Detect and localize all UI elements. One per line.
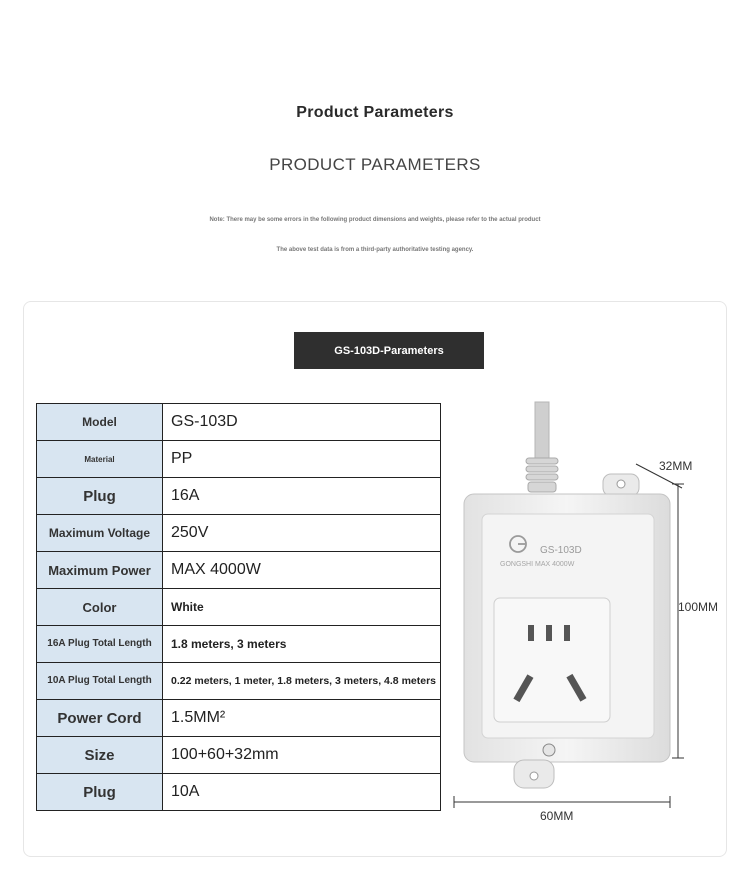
param-key-model: Model: [37, 404, 163, 441]
dimension-line-height: [672, 484, 684, 758]
dimension-depth-label: 32MM: [659, 459, 693, 473]
param-key-material: Material: [37, 441, 163, 478]
param-key-max-voltage: Maximum Voltage: [37, 515, 163, 552]
param-key-power-cord: Power Cord: [37, 700, 163, 737]
param-value-16a-length: 1.8 meters, 3 meters: [163, 626, 441, 663]
param-value-10a-length: 0.22 meters, 1 meter, 1.8 meters, 3 meters, 4.8 meters: [163, 663, 441, 700]
table-row: [37, 774, 441, 811]
cable-strain-relief: [526, 458, 558, 492]
dimension-line-width: [454, 796, 670, 808]
dimension-height-label: 100MM: [678, 600, 719, 614]
param-value-max-voltage: 250V: [163, 515, 441, 552]
mounting-tab-top: [603, 474, 639, 496]
param-value-material: PP: [163, 441, 441, 478]
param-value-plug-10a: 10A: [163, 774, 441, 811]
power-cable: [535, 402, 549, 462]
param-value-color: White: [163, 589, 441, 626]
table-row: [37, 515, 441, 552]
page-title: Product Parameters: [296, 104, 454, 121]
table-row: [37, 737, 441, 774]
param-key-color: Color: [37, 589, 163, 626]
mounting-tab-bottom: [514, 760, 554, 788]
table-row: [37, 441, 441, 478]
parameters-table: [36, 403, 441, 811]
testing-note: The above test data is from a third-party authoritative testing agency.: [276, 247, 474, 253]
dimension-width-label: 60MM: [540, 809, 574, 823]
param-value-model: GS-103D: [163, 404, 441, 441]
param-value-plug-16a: 16A: [163, 478, 441, 515]
param-value-max-power: MAX 4000W: [163, 552, 441, 589]
table-row: [37, 404, 441, 441]
product-rating-text: GONGSHI MAX 4000W: [500, 561, 575, 568]
disclaimer-note: Note: There may be some errors in the following product dimensions and weights, please refer to the actual product: [209, 217, 541, 223]
param-key-16a-length: 16A Plug Total Length: [37, 626, 163, 663]
param-key-size: Size: [37, 737, 163, 774]
param-key-plug-16a: Plug: [37, 478, 163, 515]
page-subtitle: PRODUCT PARAMETERS: [269, 155, 481, 174]
table-row: [37, 663, 441, 700]
param-key-max-power: Maximum Power: [37, 552, 163, 589]
param-key-10a-length: 10A Plug Total Length: [37, 663, 163, 700]
product-brand-text: GS-103D: [540, 545, 582, 556]
param-key-plug-10a: Plug: [37, 774, 163, 811]
table-row: [37, 552, 441, 589]
table-row: [37, 700, 441, 737]
table-row: [37, 589, 441, 626]
param-value-size: 100+60+32mm: [163, 737, 441, 774]
screw-icon: [543, 744, 555, 756]
param-value-power-cord: 1.5MM²: [163, 700, 441, 737]
table-row: [37, 626, 441, 663]
parameters-banner: GS-103D-Parameters: [294, 332, 484, 369]
table-row: [37, 478, 441, 515]
outlet-panel: [494, 598, 610, 722]
